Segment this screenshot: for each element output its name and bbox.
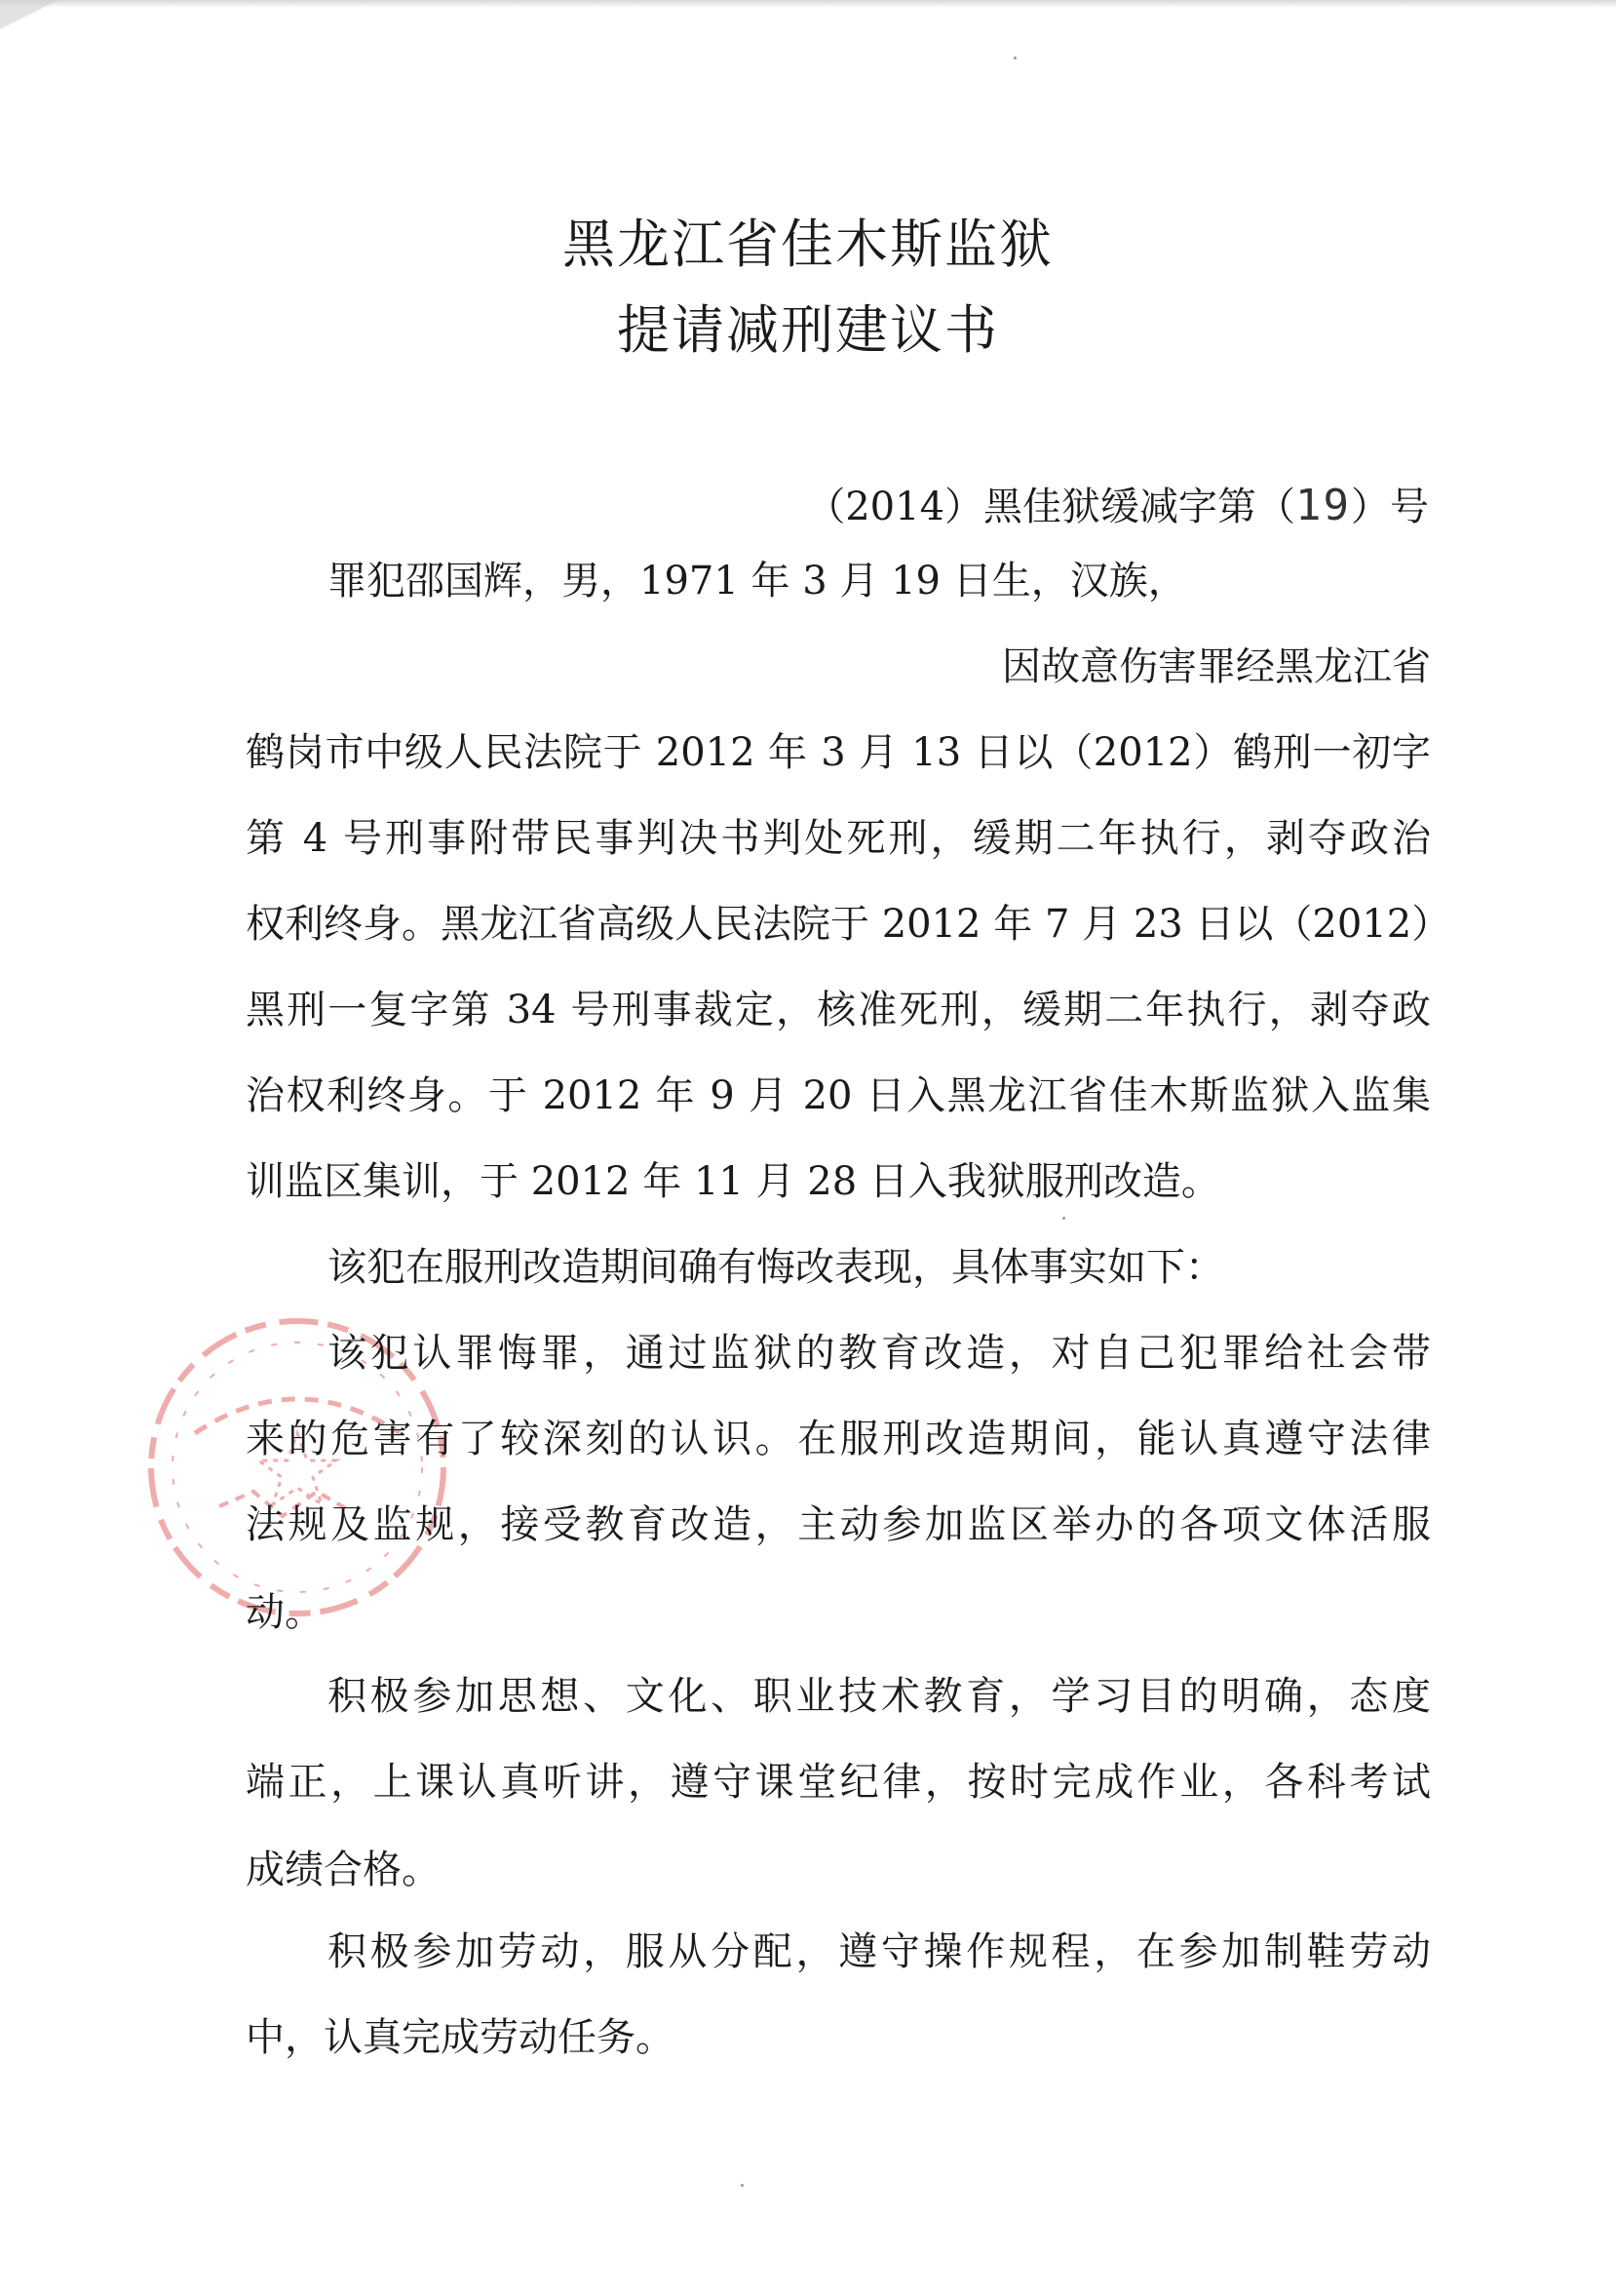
body-line: 治权利终身。于 2012 年 9 月 20 日入黑龙江省佳木斯监狱入监集 bbox=[246, 1073, 1431, 1118]
body-line: 罪犯邵国辉，男，1971 年 3 月 19 日生，汉族， bbox=[327, 559, 1187, 603]
document-title-line-1: 黑龙江省佳木斯监狱 bbox=[562, 214, 1054, 275]
body-line: 第 4 号刑事附带民事判决书判处死刑，缓期二年执行，剥夺政治 bbox=[246, 816, 1431, 861]
scan-edge bbox=[0, 0, 1616, 8]
body-line: 黑刑一复字第 34 号刑事裁定，核准死刑，缓期二年执行，剥夺政 bbox=[246, 988, 1431, 1032]
body-line: 来的危害有了较深刻的认识。在服刑改造期间，能认真遵守法律 bbox=[246, 1417, 1431, 1461]
document-number-suffix: ）号 bbox=[1351, 485, 1429, 529]
scan-speck bbox=[1014, 57, 1017, 59]
body-line: 中，认真完成劳动任务。 bbox=[246, 2015, 674, 2060]
body-line: 因故意伤害罪经黑龙江省 bbox=[1002, 644, 1431, 689]
body-line: 端正，上课认真听讲，遵守课堂纪律，按时完成作业，各科考试 bbox=[246, 1760, 1431, 1805]
body-line: 该犯在服刑改造期间确有悔改表现，具体事实如下： bbox=[327, 1245, 1224, 1290]
scan-speck bbox=[741, 2184, 744, 2187]
document-number-value: 19 bbox=[1295, 481, 1351, 530]
body-line: 训监区集训，于 2012 年 11 月 28 日入我狱服刑改造。 bbox=[246, 1159, 1220, 1204]
body-line: 权利终身。黑龙江省高级人民法院于 2012 年 7 月 23 日以（2012） bbox=[246, 902, 1451, 947]
body-line: 成绩合格。 bbox=[246, 1848, 441, 1892]
body-line: 法规及监规，接受教育改造，主动参加监区举办的各项文体活服 bbox=[246, 1502, 1431, 1547]
document-number bbox=[806, 476, 1429, 531]
body-line: 鹤岗市中级人民法院于 2012 年 3 月 13 日以（2012）鹤刑一初字 bbox=[246, 730, 1431, 775]
document-number-prefix: （2014）黑佳狱缓减字第（ bbox=[806, 485, 1296, 529]
page-corner-fold bbox=[0, 0, 58, 29]
body-line: 积极参加劳动，服从分配，遵守操作规程，在参加制鞋劳动 bbox=[327, 1929, 1431, 1974]
body-line: 积极参加思想、文化、职业技术教育，学习目的明确，态度 bbox=[327, 1674, 1431, 1719]
scan-speck bbox=[1062, 1217, 1065, 1220]
document-title-line-2: 提请减刑建议书 bbox=[617, 299, 999, 361]
body-line: 该犯认罪悔罪，通过监狱的教育改造，对自己犯罪给社会带 bbox=[327, 1331, 1431, 1376]
body-line: 动。 bbox=[246, 1590, 324, 1635]
